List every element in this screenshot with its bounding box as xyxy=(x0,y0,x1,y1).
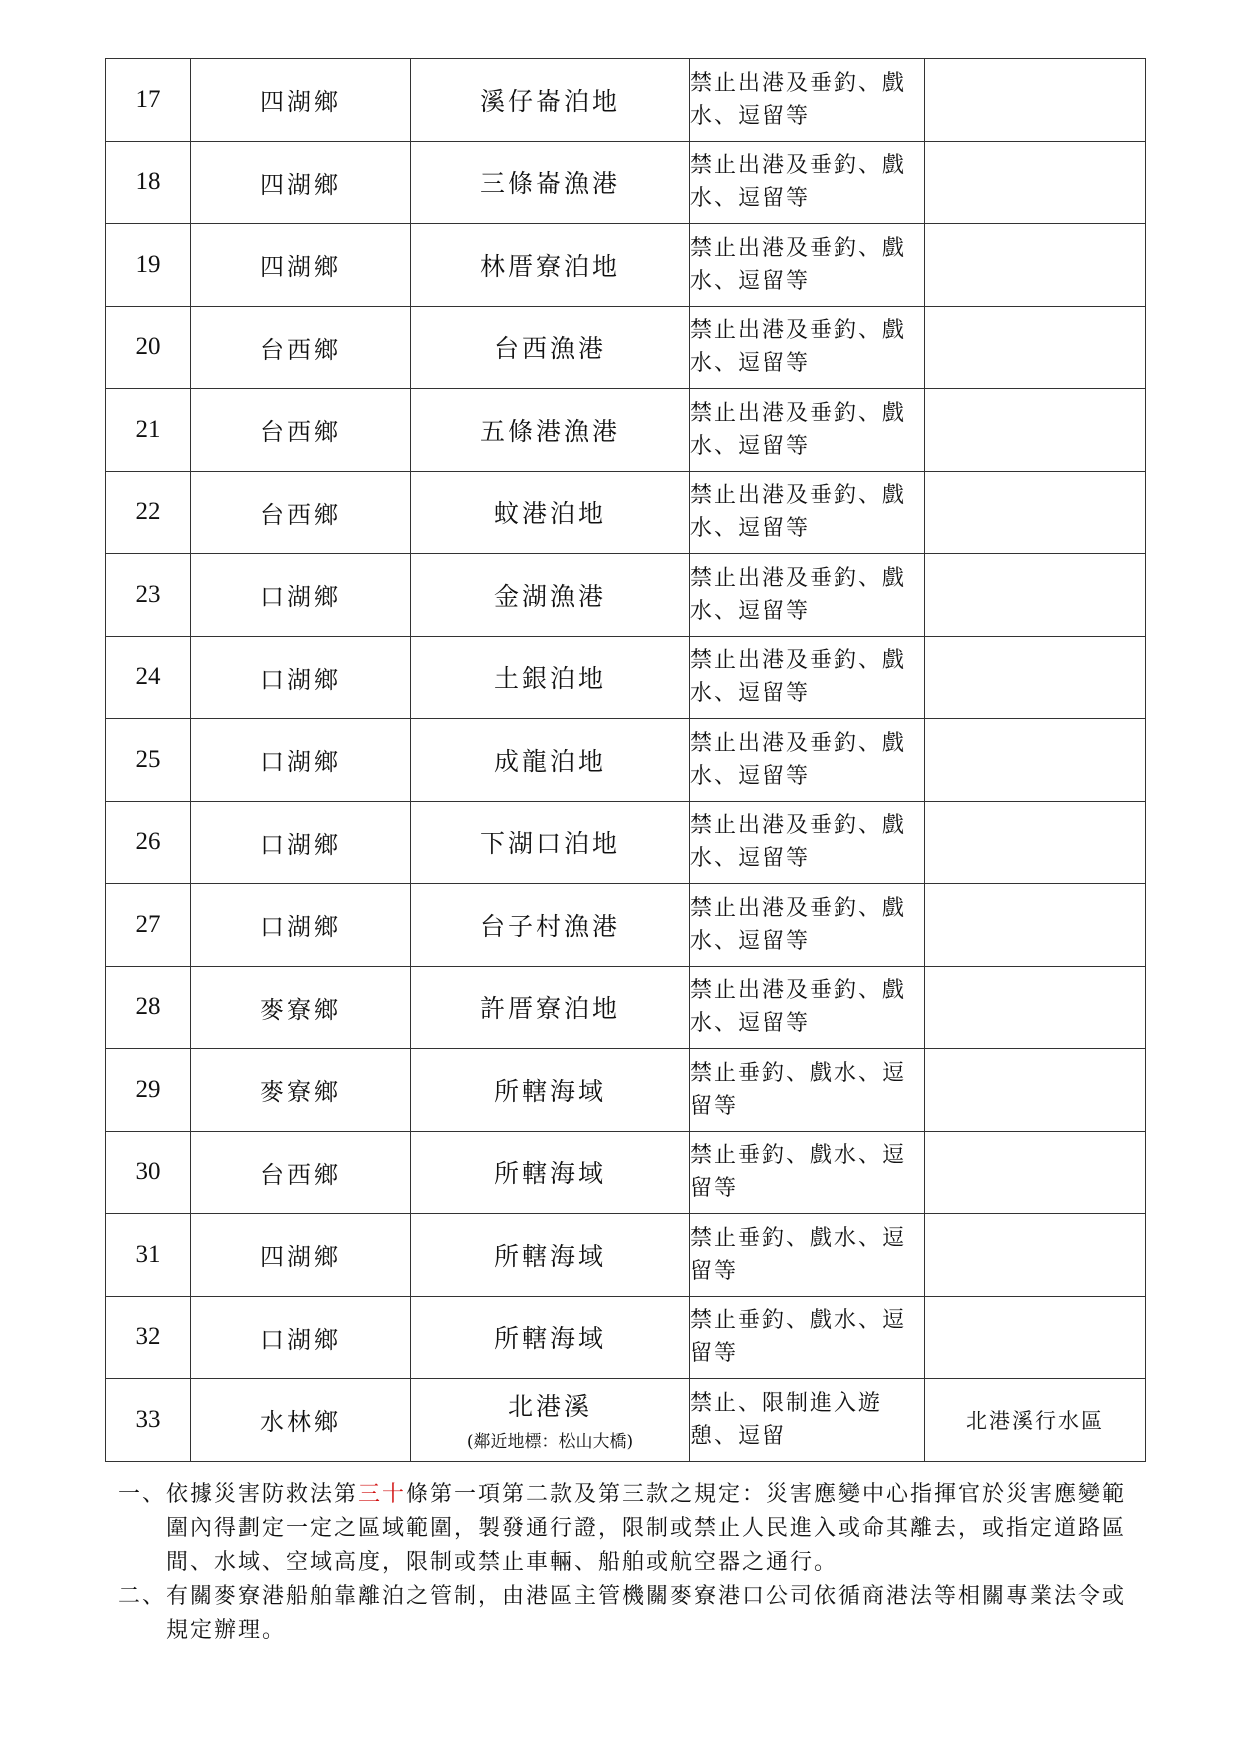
cell-township-text: 四湖鄉 xyxy=(260,253,341,282)
cell-number xyxy=(106,59,191,142)
cell-location-text: 北港溪 xyxy=(507,1392,592,1422)
table-row xyxy=(106,59,1146,142)
cell-number-text: 32 xyxy=(135,1323,161,1351)
cell-location xyxy=(411,636,690,719)
cell-location-text: 成龍泊地 xyxy=(493,746,606,776)
cell-restriction-text: 禁止出港及垂釣、戲水、逗留等 xyxy=(690,483,907,542)
notes-section xyxy=(118,1478,1128,1648)
cell-number xyxy=(106,636,191,719)
cell-location-text: 所轄海域 xyxy=(493,1324,606,1354)
cell-township-text: 口湖鄉 xyxy=(260,1325,341,1354)
cell-number-text: 28 xyxy=(135,993,161,1021)
cell-number-text: 17 xyxy=(135,85,161,113)
cell-township-text: 台西鄉 xyxy=(260,335,341,364)
cell-number-text: 26 xyxy=(135,828,161,856)
cell-location-text: 土銀泊地 xyxy=(493,664,606,694)
cell-number-text: 18 xyxy=(135,168,161,196)
cell-number-text: 23 xyxy=(135,580,161,608)
cell-location-text: 台西漁港 xyxy=(493,334,606,364)
note-1-marker: 一、 xyxy=(118,1482,167,1507)
table-row xyxy=(106,719,1146,802)
table-row xyxy=(106,389,1146,472)
cell-restriction xyxy=(690,1214,925,1297)
cell-location xyxy=(411,471,690,554)
table-row xyxy=(106,966,1146,1049)
cell-restriction-text: 禁止出港及垂釣、戲水、逗留等 xyxy=(690,813,907,872)
cell-township xyxy=(191,884,411,967)
cell-number xyxy=(106,471,191,554)
cell-location-text: 所轄海域 xyxy=(493,1159,606,1189)
table-body xyxy=(106,59,1146,1462)
note-1-pre: 依據災害防救法第 xyxy=(166,1482,359,1507)
cell-number xyxy=(106,884,191,967)
note-1 xyxy=(118,1478,1128,1580)
cell-number-text: 22 xyxy=(135,498,161,526)
cell-number xyxy=(106,1214,191,1297)
cell-restriction xyxy=(690,966,925,1049)
cell-township xyxy=(191,1379,411,1462)
cell-township-text: 四湖鄉 xyxy=(260,170,341,199)
cell-location xyxy=(411,1049,690,1132)
cell-location-text: 許厝寮泊地 xyxy=(479,994,620,1024)
cell-location xyxy=(411,1131,690,1214)
cell-location xyxy=(411,1296,690,1379)
cell-number xyxy=(106,224,191,307)
cell-location-text: 所轄海域 xyxy=(493,1241,606,1271)
cell-number-text: 29 xyxy=(135,1075,161,1103)
cell-township-text: 台西鄉 xyxy=(260,1160,341,1189)
cell-remark xyxy=(925,966,1146,1049)
cell-township-text: 四湖鄉 xyxy=(260,1243,341,1272)
cell-township-text: 台西鄉 xyxy=(260,500,341,529)
cell-restriction xyxy=(690,389,925,472)
cell-number xyxy=(106,554,191,637)
cell-location-landmark: (鄰近地標：松山大橋) xyxy=(466,1432,634,1453)
cell-location-text: 所轄海域 xyxy=(493,1076,606,1106)
cell-remark xyxy=(925,719,1146,802)
note-2-marker: 二、 xyxy=(118,1584,167,1609)
cell-number xyxy=(106,966,191,1049)
cell-remark xyxy=(925,224,1146,307)
cell-number-text: 20 xyxy=(135,333,161,361)
cell-location xyxy=(411,1379,690,1462)
cell-remark xyxy=(925,306,1146,389)
cell-township-text: 口湖鄉 xyxy=(260,830,341,859)
cell-location xyxy=(411,59,690,142)
cell-restriction-text: 禁止出港及垂釣、戲水、逗留等 xyxy=(690,895,907,954)
note-2 xyxy=(118,1580,1128,1648)
cell-remark xyxy=(925,554,1146,637)
cell-number xyxy=(106,1379,191,1462)
cell-restriction-text: 禁止出港及垂釣、戲水、逗留等 xyxy=(690,565,907,624)
cell-number-text: 30 xyxy=(135,1158,161,1186)
cell-number xyxy=(106,389,191,472)
cell-remark xyxy=(925,1214,1146,1297)
cell-restriction-text: 禁止出港及垂釣、戲水、逗留等 xyxy=(690,153,907,212)
cell-number-text: 33 xyxy=(135,1405,161,1433)
cell-remark xyxy=(925,389,1146,472)
cell-location xyxy=(411,554,690,637)
cell-location xyxy=(411,1214,690,1297)
cell-township xyxy=(191,1131,411,1214)
cell-restriction xyxy=(690,1049,925,1132)
cell-number xyxy=(106,1049,191,1132)
cell-remark xyxy=(925,141,1146,224)
cell-remark xyxy=(925,471,1146,554)
cell-number xyxy=(106,141,191,224)
cell-restriction-text: 禁止出港及垂釣、戲水、逗留等 xyxy=(690,648,907,707)
table-row xyxy=(106,1131,1146,1214)
cell-township xyxy=(191,1049,411,1132)
cell-restriction xyxy=(690,59,925,142)
table-row xyxy=(106,306,1146,389)
cell-location-text: 三條崙漁港 xyxy=(479,169,620,199)
cell-remark xyxy=(925,1296,1146,1379)
table-row xyxy=(106,1049,1146,1132)
cell-number xyxy=(106,1296,191,1379)
cell-township xyxy=(191,966,411,1049)
cell-restriction xyxy=(690,1379,925,1462)
cell-remark xyxy=(925,636,1146,719)
cell-location-text: 金湖漁港 xyxy=(493,581,606,611)
cell-township-text: 口湖鄉 xyxy=(260,665,341,694)
cell-location xyxy=(411,801,690,884)
note-1-text xyxy=(166,1478,1128,1580)
cell-location xyxy=(411,306,690,389)
cell-number-text: 31 xyxy=(135,1240,161,1268)
cell-restriction xyxy=(690,801,925,884)
cell-number xyxy=(106,801,191,884)
cell-number xyxy=(106,1131,191,1214)
cell-restriction-text: 禁止出港及垂釣、戲水、逗留等 xyxy=(690,400,907,459)
cell-restriction xyxy=(690,306,925,389)
cell-township-text: 台西鄉 xyxy=(260,418,341,447)
table-row xyxy=(106,1296,1146,1379)
cell-remark xyxy=(925,1049,1146,1132)
cell-location-text: 溪仔崙泊地 xyxy=(479,86,620,116)
cell-location-text: 五條港漁港 xyxy=(479,416,620,446)
table-row xyxy=(106,1214,1146,1297)
cell-township xyxy=(191,389,411,472)
regulation-table xyxy=(105,58,1146,1462)
note-1-highlight: 三十 xyxy=(358,1482,407,1507)
cell-restriction xyxy=(690,471,925,554)
cell-township xyxy=(191,1214,411,1297)
cell-township-text: 麥寮鄉 xyxy=(260,1078,341,1107)
cell-restriction-text: 禁止垂釣、戲水、逗留等 xyxy=(690,1060,907,1119)
table-row xyxy=(106,141,1146,224)
cell-location xyxy=(411,224,690,307)
note-2-text: 有關麥寮港船舶靠離泊之管制，由港區主管機關麥寮港口公司依循商港法等相關專業法令或規定辦理。 xyxy=(166,1584,1127,1643)
cell-location-text: 台子村漁港 xyxy=(479,911,620,941)
table-row xyxy=(106,471,1146,554)
cell-restriction xyxy=(690,719,925,802)
cell-restriction-text: 禁止出港及垂釣、戲水、逗留等 xyxy=(690,235,907,294)
cell-number xyxy=(106,306,191,389)
table-row xyxy=(106,636,1146,719)
cell-township-text: 口湖鄉 xyxy=(260,748,341,777)
cell-remark xyxy=(925,59,1146,142)
cell-location xyxy=(411,966,690,1049)
cell-township xyxy=(191,636,411,719)
cell-township xyxy=(191,719,411,802)
cell-number-text: 21 xyxy=(135,415,161,443)
cell-remark xyxy=(925,1131,1146,1214)
cell-restriction-text: 禁止出港及垂釣、戲水、逗留等 xyxy=(690,318,907,377)
cell-location xyxy=(411,389,690,472)
note-1-post: 條第一項第二款及第三款之規定：災害應變中心指揮官於災害應變範圍內得劃定一定之區域範圍，製發通行證，限制或禁止人民進入或命其離去，或指定道路區間、水域、空域高度，限制或禁止車輛、船舶或航空器之通行。 xyxy=(166,1482,1127,1575)
cell-restriction-text: 禁止垂釣、戲水、逗留等 xyxy=(690,1308,907,1367)
cell-remark xyxy=(925,801,1146,884)
table-row xyxy=(106,1379,1146,1462)
table-row xyxy=(106,884,1146,967)
cell-restriction xyxy=(690,554,925,637)
cell-location-text: 下湖口泊地 xyxy=(479,829,620,859)
cell-restriction-text: 禁止出港及垂釣、戲水、逗留等 xyxy=(690,978,907,1037)
cell-restriction xyxy=(690,636,925,719)
cell-restriction-text: 禁止、限制進入遊憩、逗留 xyxy=(690,1390,883,1449)
cell-remark xyxy=(925,884,1146,967)
cell-township-text: 麥寮鄉 xyxy=(260,995,341,1024)
cell-number-text: 19 xyxy=(135,250,161,278)
cell-remark xyxy=(925,1379,1146,1462)
cell-restriction-text: 禁止垂釣、戲水、逗留等 xyxy=(690,1225,907,1284)
cell-location xyxy=(411,884,690,967)
cell-township xyxy=(191,224,411,307)
cell-township-text: 水林鄉 xyxy=(260,1408,341,1437)
cell-township-text: 口湖鄉 xyxy=(260,583,341,612)
cell-restriction-text: 禁止出港及垂釣、戲水、逗留等 xyxy=(690,70,907,129)
cell-number xyxy=(106,719,191,802)
cell-number-text: 24 xyxy=(135,663,161,691)
cell-location-text: 蚊港泊地 xyxy=(493,499,606,529)
cell-restriction xyxy=(690,141,925,224)
cell-township xyxy=(191,1296,411,1379)
cell-township xyxy=(191,59,411,142)
cell-restriction xyxy=(690,1296,925,1379)
cell-remark-text: 北港溪行水區 xyxy=(966,1408,1104,1433)
cell-location xyxy=(411,719,690,802)
cell-restriction-text: 禁止垂釣、戲水、逗留等 xyxy=(690,1143,907,1202)
cell-restriction xyxy=(690,1131,925,1214)
cell-township-text: 口湖鄉 xyxy=(260,913,341,942)
cell-restriction-text: 禁止出港及垂釣、戲水、逗留等 xyxy=(690,730,907,789)
cell-restriction xyxy=(690,884,925,967)
cell-number-text: 27 xyxy=(135,910,161,938)
table-row xyxy=(106,801,1146,884)
cell-township xyxy=(191,554,411,637)
cell-township xyxy=(191,306,411,389)
cell-location-text: 林厝寮泊地 xyxy=(479,251,620,281)
cell-restriction xyxy=(690,224,925,307)
cell-number-text: 25 xyxy=(135,745,161,773)
cell-location xyxy=(411,141,690,224)
table-row xyxy=(106,224,1146,307)
cell-township xyxy=(191,141,411,224)
cell-township xyxy=(191,801,411,884)
cell-township-text: 四湖鄉 xyxy=(260,88,341,117)
table-row xyxy=(106,554,1146,637)
cell-township xyxy=(191,471,411,554)
